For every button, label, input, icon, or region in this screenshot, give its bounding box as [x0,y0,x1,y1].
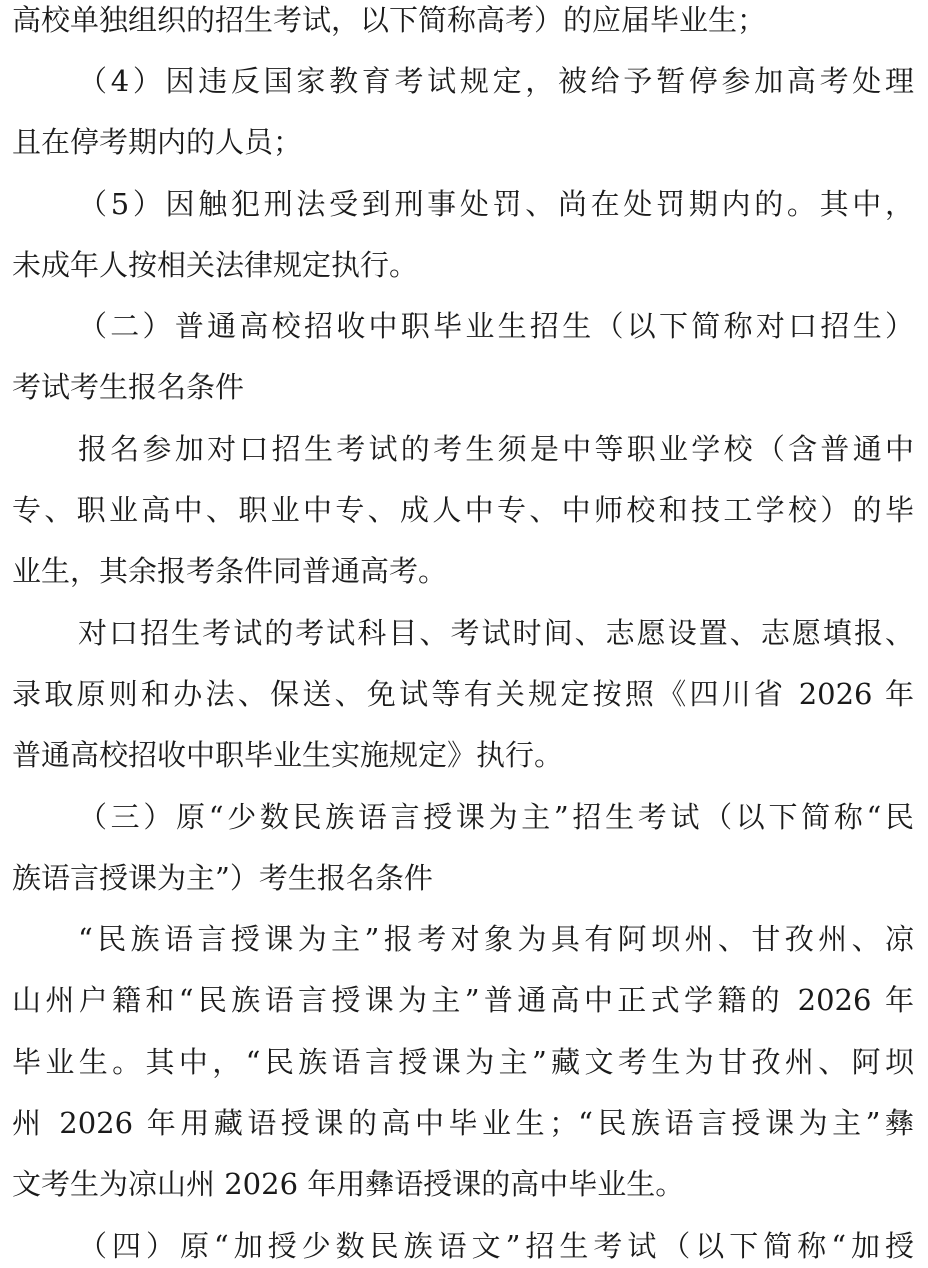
text-line: （二）普通高校招收中职毕业生招生（以下简称对口招生） [78,309,914,343]
text-line: “民族语言授课为主”报考对象为具有阿坝州、甘孜州、凉 [78,922,914,956]
text-line: 业生，其余报考条件同普通高考。 [12,554,448,588]
text-line: 高校单独组织的招生考试，以下简称高考）的应届毕业生； [12,3,767,37]
text-line: 专、职业高中、职业中专、成人中专、中师校和技工学校）的毕 [12,493,914,527]
text-line: （三）原“少数民族语言授课为主”招生考试（以下简称“民 [78,800,914,834]
text-line: 族语言授课为主”）考生报名条件 [12,861,433,895]
text-line: （4）因违反国家教育考试规定，被给予暂停参加高考处理 [78,64,914,98]
text-line: 考试考生报名条件 [12,370,245,404]
text-line: （5）因触犯刑法受到刑事处罚、尚在处罚期内的。其中， [78,187,914,221]
text-line: 对口招生考试的考试科目、考试时间、志愿设置、志愿填报、 [78,616,914,650]
text-line: 毕业生。其中，“民族语言授课为主”藏文考生为甘孜州、阿坝 [12,1045,914,1079]
text-line: 文考生为凉山州 2026 年用彝语授课的高中毕业生。 [12,1167,685,1201]
text-line: 山州户籍和“民族语言授课为主”普通高中正式学籍的 2026 年 [12,983,914,1017]
text-line: 未成年人按相关法律规定执行。 [12,248,419,282]
text-line: 录取原则和办法、保送、免试等有关规定按照《四川省 2026 年 [12,677,914,711]
text-line: 且在停考期内的人员； [12,125,303,159]
text-line: （四）原“加授少数民族语文”招生考试（以下简称“加授 [78,1229,914,1263]
text-line: 州 2026 年用藏语授课的高中毕业生；“民族语言授课为主”彝 [12,1106,914,1140]
text-line: 普通高校招收中职毕业生实施规定》执行。 [12,738,564,772]
text-line: 报名参加对口招生考试的考生须是中等职业学校（含普通中 [78,432,914,466]
